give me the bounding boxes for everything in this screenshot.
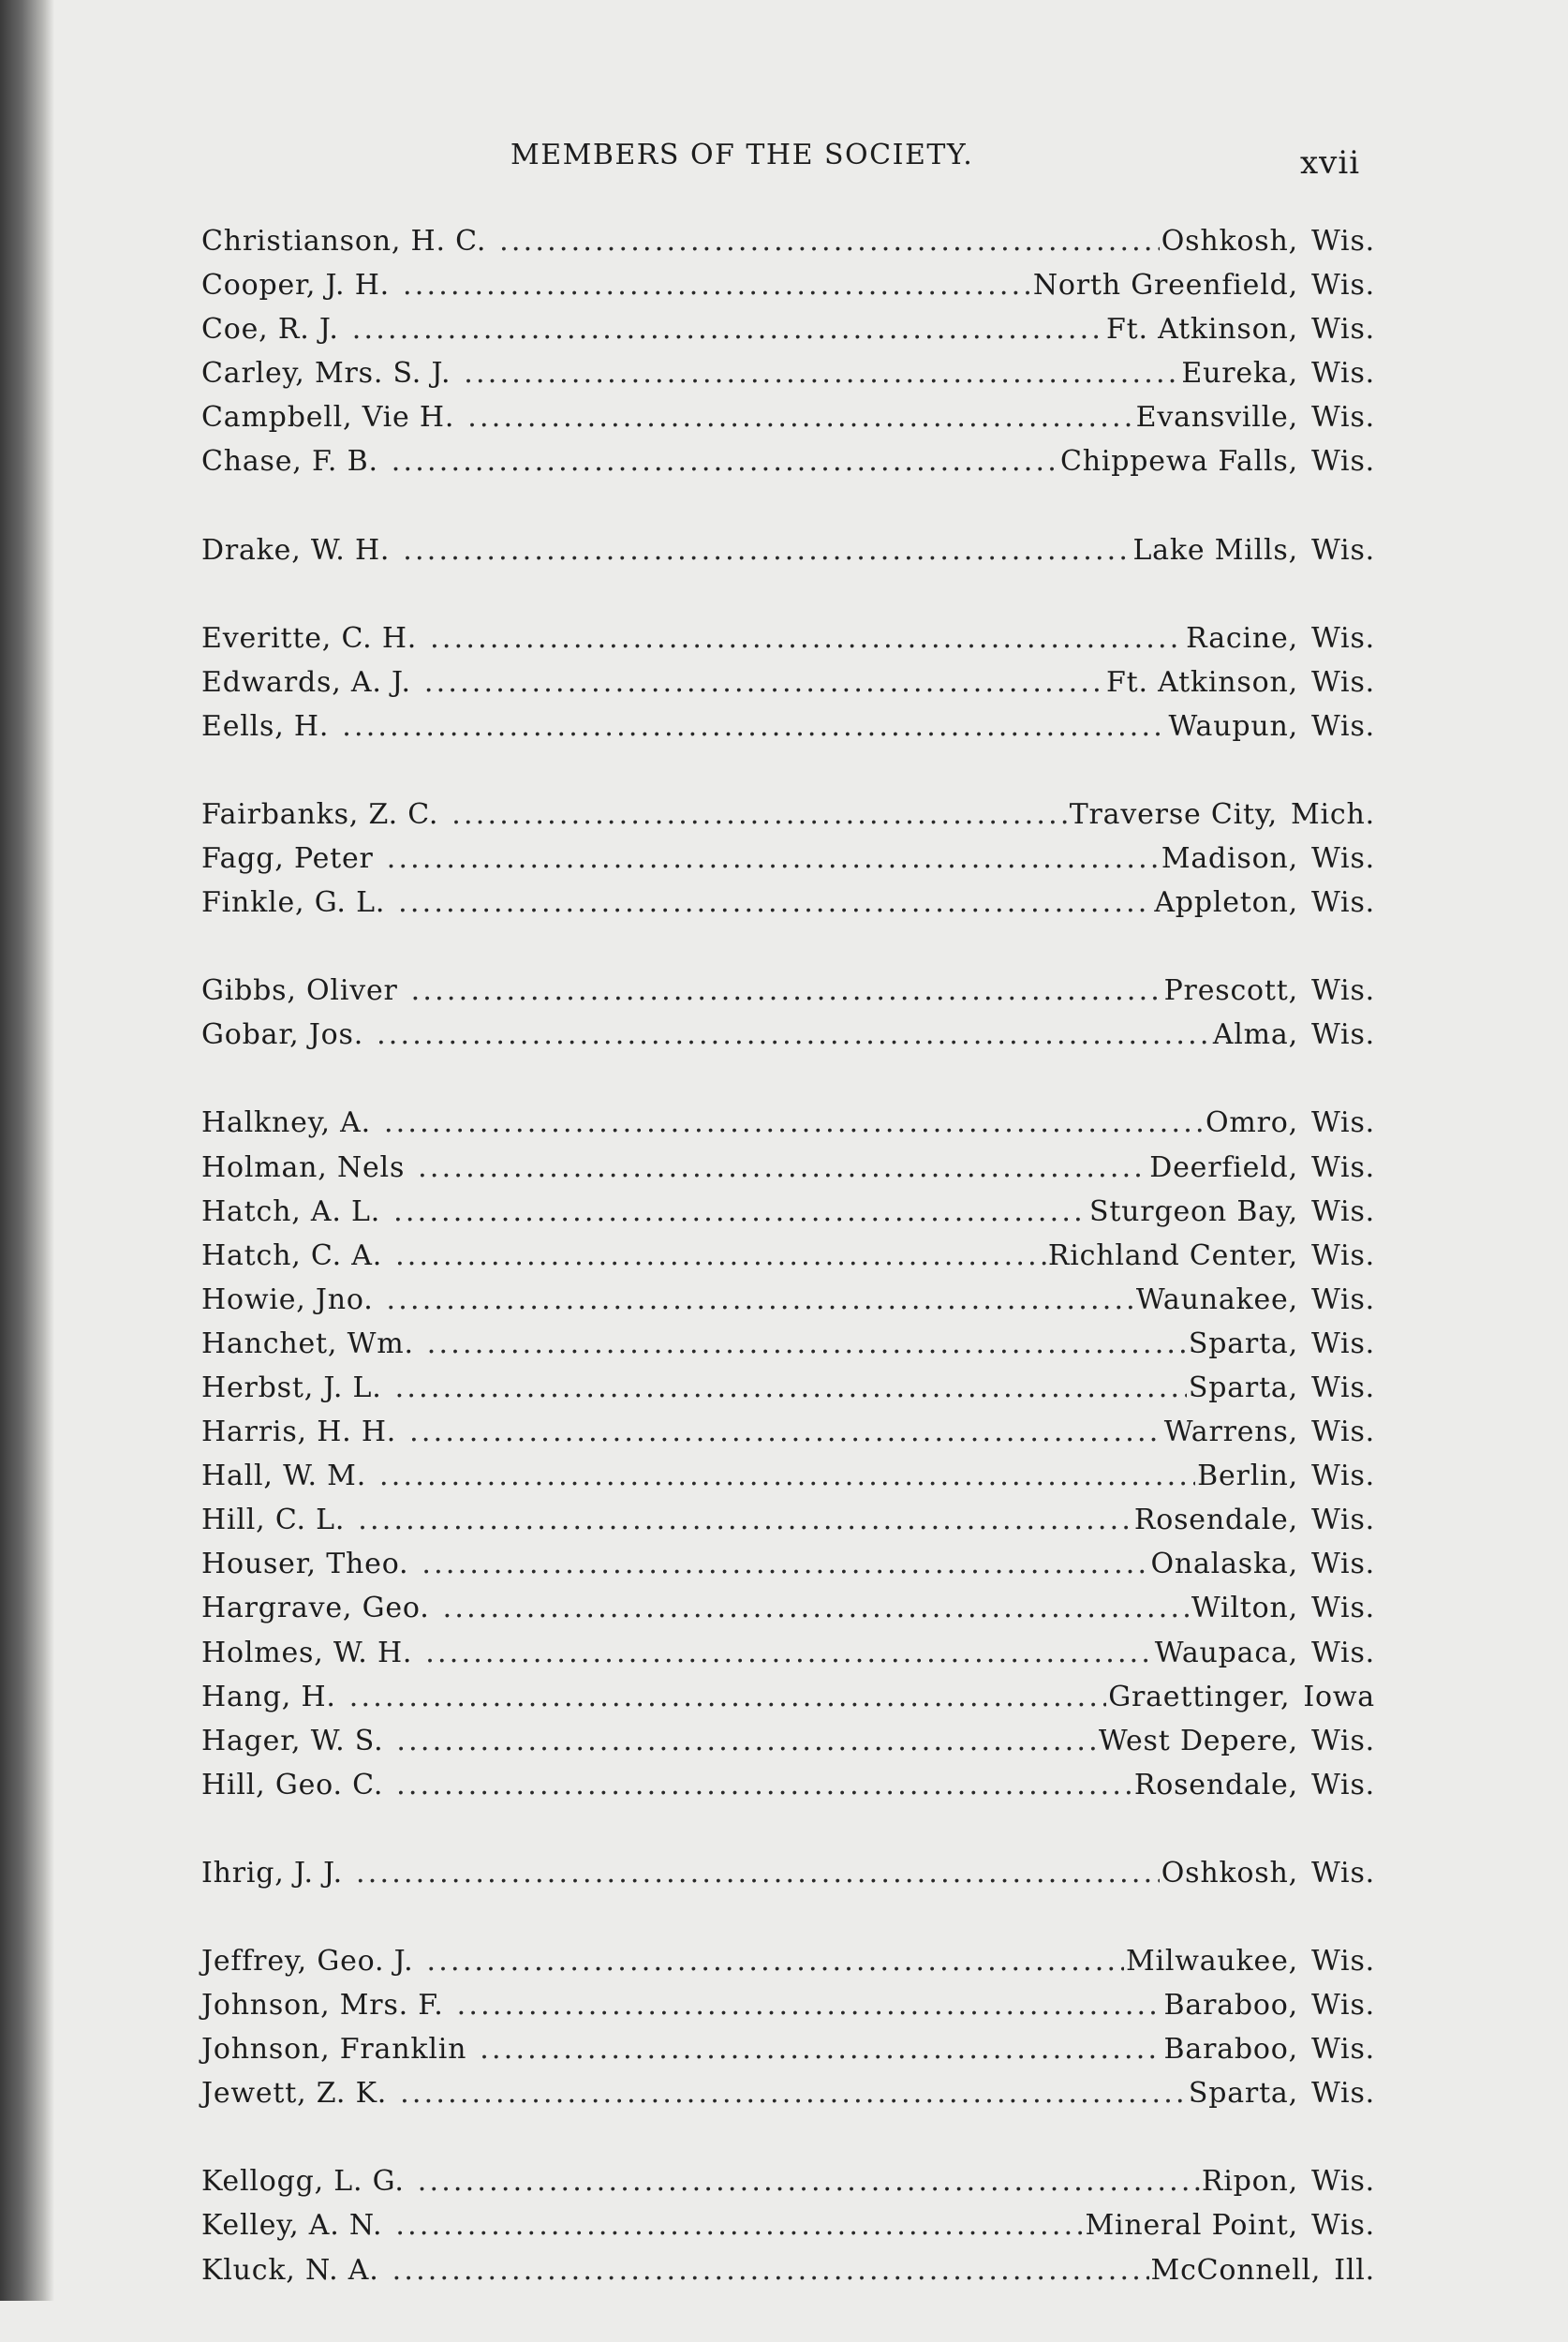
member-place: Rosendale, bbox=[1133, 1504, 1298, 1537]
member-name: Eells, H. bbox=[201, 709, 330, 743]
member-entry bbox=[201, 1239, 1375, 1283]
member-state: Wis. bbox=[1310, 842, 1375, 876]
dot-leader bbox=[395, 1239, 1046, 1272]
dot-leader bbox=[396, 1725, 1096, 1757]
member-entry bbox=[201, 1460, 1375, 1504]
dot-leader bbox=[396, 1769, 1132, 1801]
member-state: Wis. bbox=[1310, 2165, 1375, 2199]
member-name: Hang, H. bbox=[201, 1680, 336, 1713]
dot-leader bbox=[425, 1637, 1153, 1669]
member-entry bbox=[201, 1592, 1375, 1636]
member-entry bbox=[201, 313, 1375, 357]
page-header bbox=[0, 139, 1568, 185]
dot-leader bbox=[358, 1504, 1132, 1536]
member-group bbox=[201, 1857, 1375, 1901]
member-state: Wis. bbox=[1310, 1504, 1375, 1537]
member-place: Chippewa Falls, bbox=[1060, 445, 1298, 479]
dot-leader bbox=[411, 974, 1162, 1007]
member-place: Oshkosh, bbox=[1161, 1856, 1298, 1890]
member-state: Wis. bbox=[1310, 2209, 1375, 2243]
dot-leader bbox=[443, 1592, 1190, 1624]
member-entry bbox=[201, 1106, 1375, 1150]
member-group bbox=[201, 225, 1375, 490]
member-entry bbox=[201, 1548, 1375, 1592]
dot-leader bbox=[395, 1371, 1187, 1404]
member-name: Drake, W. H. bbox=[201, 533, 391, 567]
member-entry bbox=[201, 1371, 1375, 1416]
page-binding-shadow bbox=[0, 0, 54, 2301]
member-state: Wis. bbox=[1310, 886, 1375, 920]
member-entry bbox=[201, 2033, 1375, 2077]
member-state: Wis. bbox=[1310, 533, 1375, 567]
dot-leader bbox=[418, 2165, 1200, 2198]
members-list bbox=[201, 225, 1375, 2342]
member-name: Johnson, Mrs. F. bbox=[201, 1989, 444, 2023]
member-place: Waupun, bbox=[1168, 709, 1298, 743]
member-place: Madison, bbox=[1161, 842, 1298, 876]
dot-leader bbox=[418, 1151, 1147, 1184]
member-state: Wis. bbox=[1310, 709, 1375, 743]
dot-leader bbox=[392, 2254, 1149, 2287]
member-name: Kellogg, L. G. bbox=[201, 2165, 405, 2199]
member-name: Halkney, A. bbox=[201, 1106, 371, 1140]
member-name: Herbst, J. L. bbox=[201, 1371, 382, 1404]
member-state: Wis. bbox=[1310, 1945, 1375, 1978]
member-entry bbox=[201, 1327, 1375, 1371]
dot-leader bbox=[430, 622, 1184, 655]
member-name: Hager, W. S. bbox=[201, 1724, 384, 1757]
member-entry bbox=[201, 622, 1375, 666]
dot-leader bbox=[395, 2209, 1083, 2242]
member-place: Waupaca, bbox=[1154, 1636, 1298, 1669]
dot-leader bbox=[393, 1195, 1087, 1228]
dot-leader bbox=[377, 1018, 1211, 1051]
member-name: Edwards, A. J. bbox=[201, 665, 411, 699]
member-name: Johnson, Franklin bbox=[201, 2033, 467, 2067]
dot-leader bbox=[409, 1416, 1162, 1448]
member-state: Wis. bbox=[1310, 1856, 1375, 1890]
dot-leader bbox=[392, 445, 1058, 478]
dot-leader bbox=[451, 798, 1067, 831]
member-name: Carley, Mrs. S. J. bbox=[201, 357, 451, 391]
member-place: Eureka, bbox=[1181, 357, 1298, 391]
member-place: Milwaukee, bbox=[1125, 1945, 1298, 1978]
member-name: Ihrig, J. J. bbox=[201, 1856, 343, 1890]
member-name: Fagg, Peter bbox=[201, 842, 374, 876]
dot-leader bbox=[352, 313, 1104, 346]
dot-leader bbox=[398, 886, 1152, 919]
member-place: Omro, bbox=[1205, 1106, 1298, 1140]
member-name: Coe, R. J. bbox=[201, 313, 339, 347]
member-place: Baraboo, bbox=[1163, 2033, 1298, 2067]
member-group bbox=[201, 974, 1375, 1062]
member-name: Hatch, C. A. bbox=[201, 1238, 383, 1272]
dot-leader bbox=[379, 1460, 1195, 1492]
member-name: Cooper, J. H. bbox=[201, 269, 391, 303]
member-place: Ripon, bbox=[1201, 2165, 1298, 2199]
dot-leader bbox=[384, 1106, 1204, 1139]
member-name: Fairbanks, Z. C. bbox=[201, 797, 439, 831]
member-place: Evansville, bbox=[1135, 401, 1298, 435]
running-title: MEMBERS OF THE SOCIETY. bbox=[510, 139, 974, 171]
dot-leader bbox=[424, 666, 1104, 699]
member-state: Wis. bbox=[1310, 1282, 1375, 1316]
member-place: Appleton, bbox=[1154, 886, 1298, 920]
member-state: Wis. bbox=[1310, 313, 1375, 347]
member-name: Houser, Theo. bbox=[201, 1548, 409, 1581]
member-place: Ft. Atkinson, bbox=[1106, 665, 1298, 699]
member-entry bbox=[201, 269, 1375, 313]
member-place: Baraboo, bbox=[1163, 1989, 1298, 2023]
member-entry bbox=[201, 357, 1375, 401]
member-entry bbox=[201, 1195, 1375, 1239]
dot-leader bbox=[387, 842, 1160, 875]
member-place: Sturgeon Bay, bbox=[1088, 1194, 1298, 1228]
member-state: Wis. bbox=[1310, 2077, 1375, 2111]
member-group bbox=[201, 622, 1375, 754]
member-entry bbox=[201, 842, 1375, 886]
member-place: Waunakee, bbox=[1135, 1282, 1298, 1316]
member-place: Racine, bbox=[1186, 621, 1298, 655]
member-state: Wis. bbox=[1310, 1106, 1375, 1140]
member-entry bbox=[201, 1769, 1375, 1813]
member-entry bbox=[201, 974, 1375, 1018]
member-name: Chase, F. B. bbox=[201, 445, 378, 479]
member-entry bbox=[201, 2077, 1375, 2121]
dot-leader bbox=[403, 534, 1131, 567]
member-state: Ill. bbox=[1334, 2253, 1375, 2287]
member-entry bbox=[201, 1725, 1375, 1769]
member-group bbox=[201, 2165, 1375, 2297]
member-entry bbox=[201, 710, 1375, 754]
member-place: Sparta, bbox=[1188, 2077, 1298, 2111]
member-state: Wis. bbox=[1310, 1548, 1375, 1581]
member-state: Mich. bbox=[1291, 797, 1375, 831]
dot-leader bbox=[427, 1327, 1187, 1360]
member-state: Iowa bbox=[1303, 1680, 1375, 1713]
member-entry bbox=[201, 2209, 1375, 2253]
member-state: Wis. bbox=[1310, 1327, 1375, 1360]
member-state: Wis. bbox=[1310, 1238, 1375, 1272]
dot-leader bbox=[387, 1283, 1134, 1316]
member-place: Lake Mills, bbox=[1132, 533, 1298, 567]
dot-leader bbox=[342, 710, 1166, 743]
member-state: Wis. bbox=[1310, 665, 1375, 699]
member-place: Richland Center, bbox=[1047, 1238, 1298, 1272]
dot-leader bbox=[426, 1945, 1123, 1978]
member-entry bbox=[201, 666, 1375, 710]
dot-leader bbox=[403, 269, 1031, 302]
member-state: Wis. bbox=[1310, 1371, 1375, 1404]
member-entry bbox=[201, 225, 1375, 269]
member-place: Ft. Atkinson, bbox=[1106, 313, 1298, 347]
dot-leader bbox=[356, 1857, 1160, 1890]
member-place: Berlin, bbox=[1197, 1460, 1298, 1493]
member-place: West Depere, bbox=[1098, 1724, 1298, 1757]
member-state: Wis. bbox=[1310, 1416, 1375, 1449]
member-place: Mineral Point, bbox=[1085, 2209, 1298, 2243]
member-name: Hargrave, Geo. bbox=[201, 1592, 430, 1625]
member-name: Campbell, Vie H. bbox=[201, 401, 455, 435]
member-place: Oshkosh, bbox=[1161, 225, 1298, 258]
member-entry bbox=[201, 445, 1375, 489]
dot-leader bbox=[457, 1989, 1162, 2022]
member-entry bbox=[201, 1857, 1375, 1901]
member-name: Harris, H. H. bbox=[201, 1416, 397, 1449]
member-state: Wis. bbox=[1310, 225, 1375, 258]
member-place: Rosendale, bbox=[1133, 1768, 1298, 1801]
member-name: Hill, C. L. bbox=[201, 1504, 346, 1537]
member-entry bbox=[201, 1637, 1375, 1681]
dot-leader bbox=[499, 225, 1160, 258]
member-state: Wis. bbox=[1310, 1989, 1375, 2023]
member-place: Sparta, bbox=[1188, 1327, 1298, 1360]
member-name: Holman, Nels bbox=[201, 1150, 406, 1184]
member-entry bbox=[201, 534, 1375, 578]
member-entry bbox=[201, 1416, 1375, 1460]
member-entry bbox=[201, 1504, 1375, 1548]
member-name: Christianson, H. C. bbox=[201, 225, 487, 258]
member-entry bbox=[201, 798, 1375, 842]
member-state: Wis. bbox=[1310, 269, 1375, 303]
member-entry bbox=[201, 2254, 1375, 2298]
member-name: Finkle, G. L. bbox=[201, 886, 386, 920]
member-group bbox=[201, 1106, 1375, 1813]
member-place: Sparta, bbox=[1188, 1371, 1298, 1404]
member-name: Howie, Jno. bbox=[201, 1282, 374, 1316]
member-place: Traverse City, bbox=[1069, 797, 1279, 831]
member-entry bbox=[201, 1989, 1375, 2033]
member-group bbox=[201, 798, 1375, 930]
member-place: Onalaska, bbox=[1150, 1548, 1298, 1581]
member-place: Warrens, bbox=[1163, 1416, 1298, 1449]
member-group bbox=[201, 534, 1375, 578]
member-place: Wilton, bbox=[1191, 1592, 1298, 1625]
member-state: Wis. bbox=[1310, 1150, 1375, 1184]
member-entry bbox=[201, 1018, 1375, 1062]
member-entry bbox=[201, 886, 1375, 930]
member-entry bbox=[201, 2165, 1375, 2209]
member-entry bbox=[201, 1945, 1375, 1989]
member-place: McConnell, bbox=[1150, 2253, 1322, 2287]
dot-leader bbox=[464, 357, 1179, 390]
page-number: xvii bbox=[1300, 144, 1361, 182]
dot-leader bbox=[422, 1548, 1148, 1580]
member-state: Wis. bbox=[1310, 1018, 1375, 1052]
member-state: Wis. bbox=[1310, 1460, 1375, 1493]
member-state: Wis. bbox=[1310, 2033, 1375, 2067]
member-name: Gibbs, Oliver bbox=[201, 974, 398, 1008]
member-state: Wis. bbox=[1310, 357, 1375, 391]
member-name: Gobar, Jos. bbox=[201, 1018, 364, 1052]
member-name: Jeffrey, Geo. J. bbox=[201, 1945, 414, 1978]
member-state: Wis. bbox=[1310, 1194, 1375, 1228]
member-state: Wis. bbox=[1310, 1592, 1375, 1625]
member-name: Holmes, W. H. bbox=[201, 1636, 413, 1669]
member-entry bbox=[201, 401, 1375, 445]
member-entry bbox=[201, 1151, 1375, 1195]
member-name: Jewett, Z. K. bbox=[201, 2077, 388, 2111]
dot-leader bbox=[400, 2077, 1187, 2110]
member-place: Prescott, bbox=[1163, 974, 1298, 1008]
member-state: Wis. bbox=[1310, 445, 1375, 479]
member-group bbox=[201, 1945, 1375, 2121]
member-name: Hill, Geo. C. bbox=[201, 1768, 384, 1801]
member-state: Wis. bbox=[1310, 401, 1375, 435]
member-state: Wis. bbox=[1310, 1768, 1375, 1801]
member-place: North Greenfield, bbox=[1032, 269, 1298, 303]
member-name: Kluck, N. A. bbox=[201, 2253, 379, 2287]
member-place: Graettinger, bbox=[1108, 1680, 1291, 1713]
member-name: Hanchet, Wm. bbox=[201, 1327, 414, 1360]
member-name: Hall, W. M. bbox=[201, 1460, 367, 1493]
member-entry bbox=[201, 1681, 1375, 1725]
member-name: Everitte, C. H. bbox=[201, 621, 418, 655]
member-state: Wis. bbox=[1310, 974, 1375, 1008]
member-name: Hatch, A. L. bbox=[201, 1194, 381, 1228]
member-place: Alma, bbox=[1212, 1018, 1298, 1052]
member-state: Wis. bbox=[1310, 621, 1375, 655]
member-place: Deerfield, bbox=[1149, 1150, 1298, 1184]
member-state: Wis. bbox=[1310, 1724, 1375, 1757]
dot-leader bbox=[467, 401, 1133, 434]
dot-leader bbox=[480, 2033, 1161, 2066]
member-name: Kelley, A. N. bbox=[201, 2209, 383, 2243]
member-entry bbox=[201, 1283, 1375, 1327]
member-state: Wis. bbox=[1310, 1636, 1375, 1669]
dot-leader bbox=[349, 1681, 1106, 1713]
